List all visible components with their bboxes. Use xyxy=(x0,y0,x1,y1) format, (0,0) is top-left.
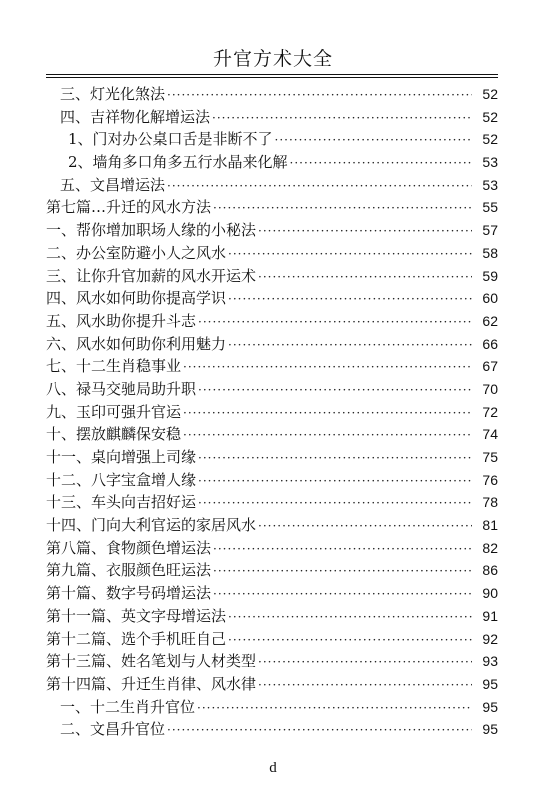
toc-entry-title: 四、吉祥物化解增运法 xyxy=(60,107,211,126)
toc-entry-title: 2、墙角多口角多五行水晶来化解 xyxy=(68,153,288,172)
toc-entry-page: 60 xyxy=(482,290,498,307)
toc-entry-title: 十、摆放麒麟保安稳 xyxy=(46,425,182,444)
toc-entry xyxy=(46,718,498,741)
toc-entry-page: 74 xyxy=(482,426,498,443)
toc-leader-dots xyxy=(228,334,472,357)
toc-entry xyxy=(46,355,498,378)
toc-leader-dots xyxy=(183,402,472,425)
toc-entry xyxy=(46,174,498,197)
toc-leader-dots xyxy=(167,719,472,742)
toc-entry-page: 52 xyxy=(482,108,498,125)
toc-entry-title: 第九篇、衣服颜色旺运法 xyxy=(46,561,212,580)
toc-leader-dots xyxy=(183,356,472,379)
toc-entry-title: 第十一篇、英文字母增运法 xyxy=(46,606,227,625)
toc-entry-title: 九、玉印可强升官运 xyxy=(46,402,182,421)
toc-entry xyxy=(46,673,498,696)
toc-entry-page: 53 xyxy=(482,154,498,171)
toc-entry xyxy=(46,333,498,356)
toc-entry-page: 81 xyxy=(482,517,498,534)
toc-entry-page: 76 xyxy=(482,471,498,488)
toc-entry-page: 52 xyxy=(482,131,498,148)
toc-entry xyxy=(46,650,498,673)
toc-entry xyxy=(46,469,498,492)
toc-entry-page: 52 xyxy=(482,86,498,102)
toc-entry-page: 75 xyxy=(482,449,498,465)
toc-leader-dots xyxy=(198,492,472,515)
toc-entry-title: 十三、车头向吉招好运 xyxy=(46,493,197,512)
toc-leader-dots xyxy=(258,674,472,697)
toc-leader-dots xyxy=(275,129,472,152)
toc-entry xyxy=(46,128,498,151)
toc-entry xyxy=(46,196,498,219)
toc-entry xyxy=(46,446,498,469)
toc-entry xyxy=(46,628,498,651)
toc-entry-page: 95 xyxy=(482,721,498,738)
toc-entry xyxy=(46,106,498,129)
toc-entry-page: 95 xyxy=(482,698,498,715)
toc-entry-page: 59 xyxy=(482,267,498,284)
toc-leader-dots xyxy=(197,697,472,720)
toc-entry xyxy=(46,378,498,401)
toc-leader-dots xyxy=(212,107,472,130)
toc-entry-page: 95 xyxy=(482,675,498,692)
toc-entry xyxy=(46,242,498,265)
toc-leader-dots xyxy=(198,447,472,470)
toc-entry-page: 67 xyxy=(482,358,498,375)
page-footer-label: d xyxy=(269,760,277,776)
toc-entry-title: 一、十二生肖升官位 xyxy=(60,697,196,716)
toc-leader-dots xyxy=(213,583,472,606)
toc-entry-title: 十二、八字宝盒增人缘 xyxy=(46,470,197,489)
toc-entry xyxy=(46,401,498,424)
toc-entry-title: 第十二篇、选个手机旺自己 xyxy=(46,629,227,648)
toc-leader-dots xyxy=(258,651,472,674)
toc-entry xyxy=(46,310,498,333)
page-header-title: 升官方术大全 xyxy=(212,48,333,70)
toc-entry-page: 70 xyxy=(482,380,498,397)
toc-entry-title: 二、办公室防避小人之风水 xyxy=(46,243,227,262)
toc-entry-title: 六、风水如何助你利用魅力 xyxy=(46,334,227,353)
toc-leader-dots xyxy=(258,266,472,289)
toc-leader-dots xyxy=(167,84,472,107)
toc-entry-page: 57 xyxy=(482,222,498,239)
toc-leader-dots xyxy=(258,220,472,243)
toc-entry-title: 1、门对办公桌口舌是非断不了 xyxy=(68,130,273,149)
header-rule-thick xyxy=(46,74,498,75)
toc-entry-page: 90 xyxy=(482,585,498,602)
toc-entry xyxy=(46,491,498,514)
toc-entry xyxy=(46,582,498,605)
toc-entry-title: 十四、门向大利官运的家居风水 xyxy=(46,516,257,535)
toc-entry-title: 三、让你升官加薪的风水开运术 xyxy=(46,266,257,285)
toc-entry-title: 第八篇、食物颜色增运法 xyxy=(46,538,212,557)
toc-leader-dots xyxy=(213,538,472,561)
toc-entry-page: 93 xyxy=(482,653,498,670)
toc-entry xyxy=(46,219,498,242)
toc-entry-page: 66 xyxy=(482,335,498,352)
toc-entry-page: 82 xyxy=(482,539,498,556)
toc-leader-dots xyxy=(228,606,472,629)
toc-entry-title: 三、灯光化煞法 xyxy=(60,85,166,103)
toc-entry-title: 二、文昌升官位 xyxy=(60,720,166,739)
toc-entry xyxy=(46,605,498,628)
toc-entry-page: 92 xyxy=(482,630,498,647)
toc-leader-dots xyxy=(228,243,472,266)
toc-entry-title: 第十篇、数字号码增运法 xyxy=(46,584,212,603)
toc-entry-page: 86 xyxy=(482,562,498,579)
toc-leader-dots xyxy=(213,560,472,583)
toc-entry-page: 72 xyxy=(482,403,498,420)
toc-entry xyxy=(46,287,498,310)
toc-leader-dots xyxy=(183,424,472,447)
toc-entry-title: 五、风水助你提升斗志 xyxy=(46,311,197,330)
toc-leader-dots xyxy=(213,197,472,220)
toc-entry-title: 八、禄马交驰局助升职 xyxy=(46,379,197,398)
toc-entry xyxy=(46,151,498,174)
toc-entry xyxy=(46,265,498,288)
toc-leader-dots xyxy=(290,152,472,175)
toc-entry-page: 53 xyxy=(482,176,498,193)
toc-entry-page: 58 xyxy=(482,244,498,261)
toc-entry-title: 五、文昌增运法 xyxy=(60,175,166,194)
toc-entry xyxy=(46,537,498,560)
toc-entry-title: 第七篇…升迁的风水方法 xyxy=(46,198,212,217)
toc-entry-title: 第十四篇、升迁生肖律、风水律 xyxy=(46,674,257,693)
toc-leader-dots xyxy=(258,515,472,538)
toc-entry-title: 七、十二生肖稳事业 xyxy=(46,357,182,376)
toc-entry-title: 第十三篇、姓名笔划与人材类型 xyxy=(46,652,257,671)
toc-leader-dots xyxy=(167,175,472,198)
toc-leader-dots xyxy=(198,379,472,402)
toc-entry-page: 78 xyxy=(482,494,498,511)
toc-leader-dots xyxy=(228,288,472,311)
toc-entry xyxy=(46,83,498,106)
toc-entry xyxy=(46,696,498,719)
toc-entry-title: 十一、桌向增强上司缘 xyxy=(46,448,197,466)
table-of-contents xyxy=(46,83,498,741)
toc-leader-dots xyxy=(198,470,472,493)
toc-entry xyxy=(46,514,498,537)
toc-entry xyxy=(46,423,498,446)
toc-entry-title: 四、风水如何助你提高学识 xyxy=(46,289,227,308)
toc-entry-title: 一、帮你增加职场人缘的小秘法 xyxy=(46,221,257,240)
toc-entry-page: 91 xyxy=(482,607,498,624)
header-rule-thin xyxy=(46,77,498,78)
toc-entry xyxy=(46,559,498,582)
toc-leader-dots xyxy=(198,311,472,334)
toc-entry-page: 55 xyxy=(482,199,498,216)
toc-entry-page: 62 xyxy=(482,312,498,329)
toc-leader-dots xyxy=(228,629,472,652)
